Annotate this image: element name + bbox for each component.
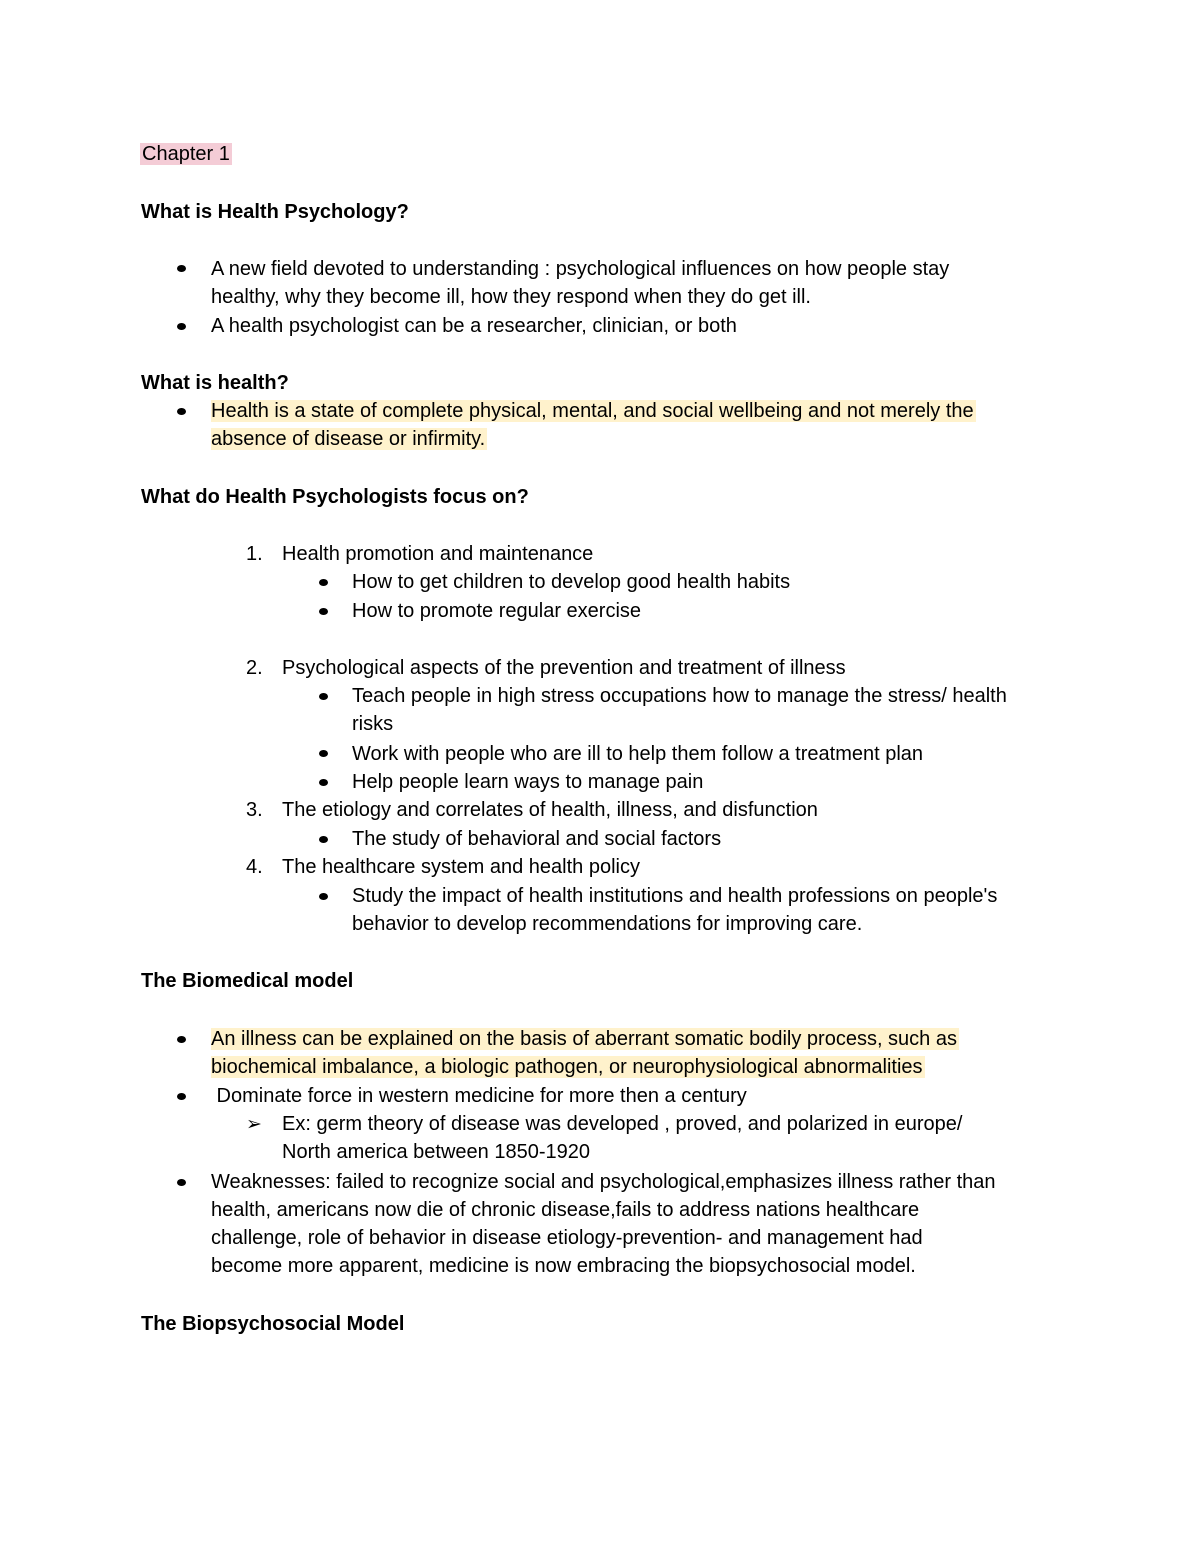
highlighted-text: biochemical imbalance, a biologic pathogen, or neurophysiological abnormalities: [211, 1056, 923, 1078]
bullet-icon: [177, 408, 186, 415]
sub-item: How to promote regular exercise: [352, 600, 642, 622]
text-line: A new field devoted to understanding : psychological influences on how people stay: [211, 258, 950, 280]
sub-item: behavior to develop recommendations for improving care.: [352, 913, 863, 935]
highlighted-text: absence of disease or infirmity.: [211, 428, 486, 450]
bullet-icon: [319, 579, 328, 586]
sub-item: Study the impact of health institutions and health professions on people's: [352, 885, 998, 907]
sub-item: Ex: germ theory of disease was developed , proved, and polarized in europe/: [282, 1113, 963, 1135]
highlighted-line: [211, 425, 487, 453]
sub-item: risks: [352, 713, 394, 735]
list-number: 4.: [246, 856, 263, 878]
sub-item: Help people learn ways to manage pain: [352, 771, 704, 793]
text-line: challenge, role of behavior in disease etiology-prevention- and management had: [211, 1227, 923, 1249]
heading-what-is-health-psychology: What is Health Psychology?: [141, 201, 409, 223]
bullet-icon: [177, 1093, 186, 1100]
bullet-icon: [319, 893, 328, 900]
heading-focus: What do Health Psychologists focus on?: [141, 486, 529, 508]
list-item-label: The etiology and correlates of health, illness, and disfunction: [282, 799, 818, 821]
sub-item: Teach people in high stress occupations how to manage the stress/ health: [352, 685, 1007, 707]
highlighted-line: [211, 1025, 959, 1053]
bullet-icon: [177, 323, 186, 330]
heading-biomedical-model: The Biomedical model: [141, 970, 354, 992]
text-line: healthy, why they become ill, how they respond when they do get ill.: [211, 286, 811, 308]
bullet-icon: [177, 1179, 186, 1186]
bullet-icon: [177, 265, 186, 272]
bullet-icon: [319, 750, 328, 757]
highlighted-text: An illness can be explained on the basis of aberrant somatic bodily process, such as: [211, 1028, 957, 1050]
text-line: Weaknesses: failed to recognize social and psychological,emphasizes illness rather than: [211, 1171, 996, 1193]
bullet-icon: [319, 779, 328, 786]
list-item-label: The healthcare system and health policy: [282, 856, 640, 878]
text-line: A health psychologist can be a researcher, clinician, or both: [211, 315, 737, 337]
highlighted-line: [211, 1053, 925, 1081]
bullet-icon: [177, 1036, 186, 1043]
bullet-icon: [319, 608, 328, 615]
list-item-label: Psychological aspects of the prevention and treatment of illness: [282, 657, 846, 679]
chapter-label: [140, 140, 232, 168]
list-number: 1.: [246, 543, 263, 565]
text-line: Dominate force in western medicine for more then a century: [211, 1085, 747, 1107]
sub-item: How to get children to develop good health habits: [352, 571, 791, 593]
highlighted-line: [211, 397, 976, 425]
arrow-bullet-icon: ➢: [246, 1113, 262, 1135]
list-number: 3.: [246, 799, 263, 821]
list-item-label: Health promotion and maintenance: [282, 543, 594, 565]
chapter-text: Chapter 1: [142, 143, 230, 165]
text-line: become more apparent, medicine is now embracing the biopsychosocial model.: [211, 1255, 916, 1277]
bullet-icon: [319, 693, 328, 700]
text-line: health, americans now die of chronic disease,fails to address nations healthcare: [211, 1199, 920, 1221]
sub-item: North america between 1850-1920: [282, 1141, 590, 1163]
heading-what-is-health: What is health?: [141, 372, 289, 394]
heading-biopsychosocial-model: The Biopsychosocial Model: [141, 1313, 405, 1335]
sub-item: The study of behavioral and social factors: [352, 828, 722, 850]
sub-item: Work with people who are ill to help them follow a treatment plan: [352, 743, 924, 765]
list-number: 2.: [246, 657, 263, 679]
bullet-icon: [319, 836, 328, 843]
highlighted-text: Health is a state of complete physical, mental, and social wellbeing and not merely the: [211, 400, 974, 422]
